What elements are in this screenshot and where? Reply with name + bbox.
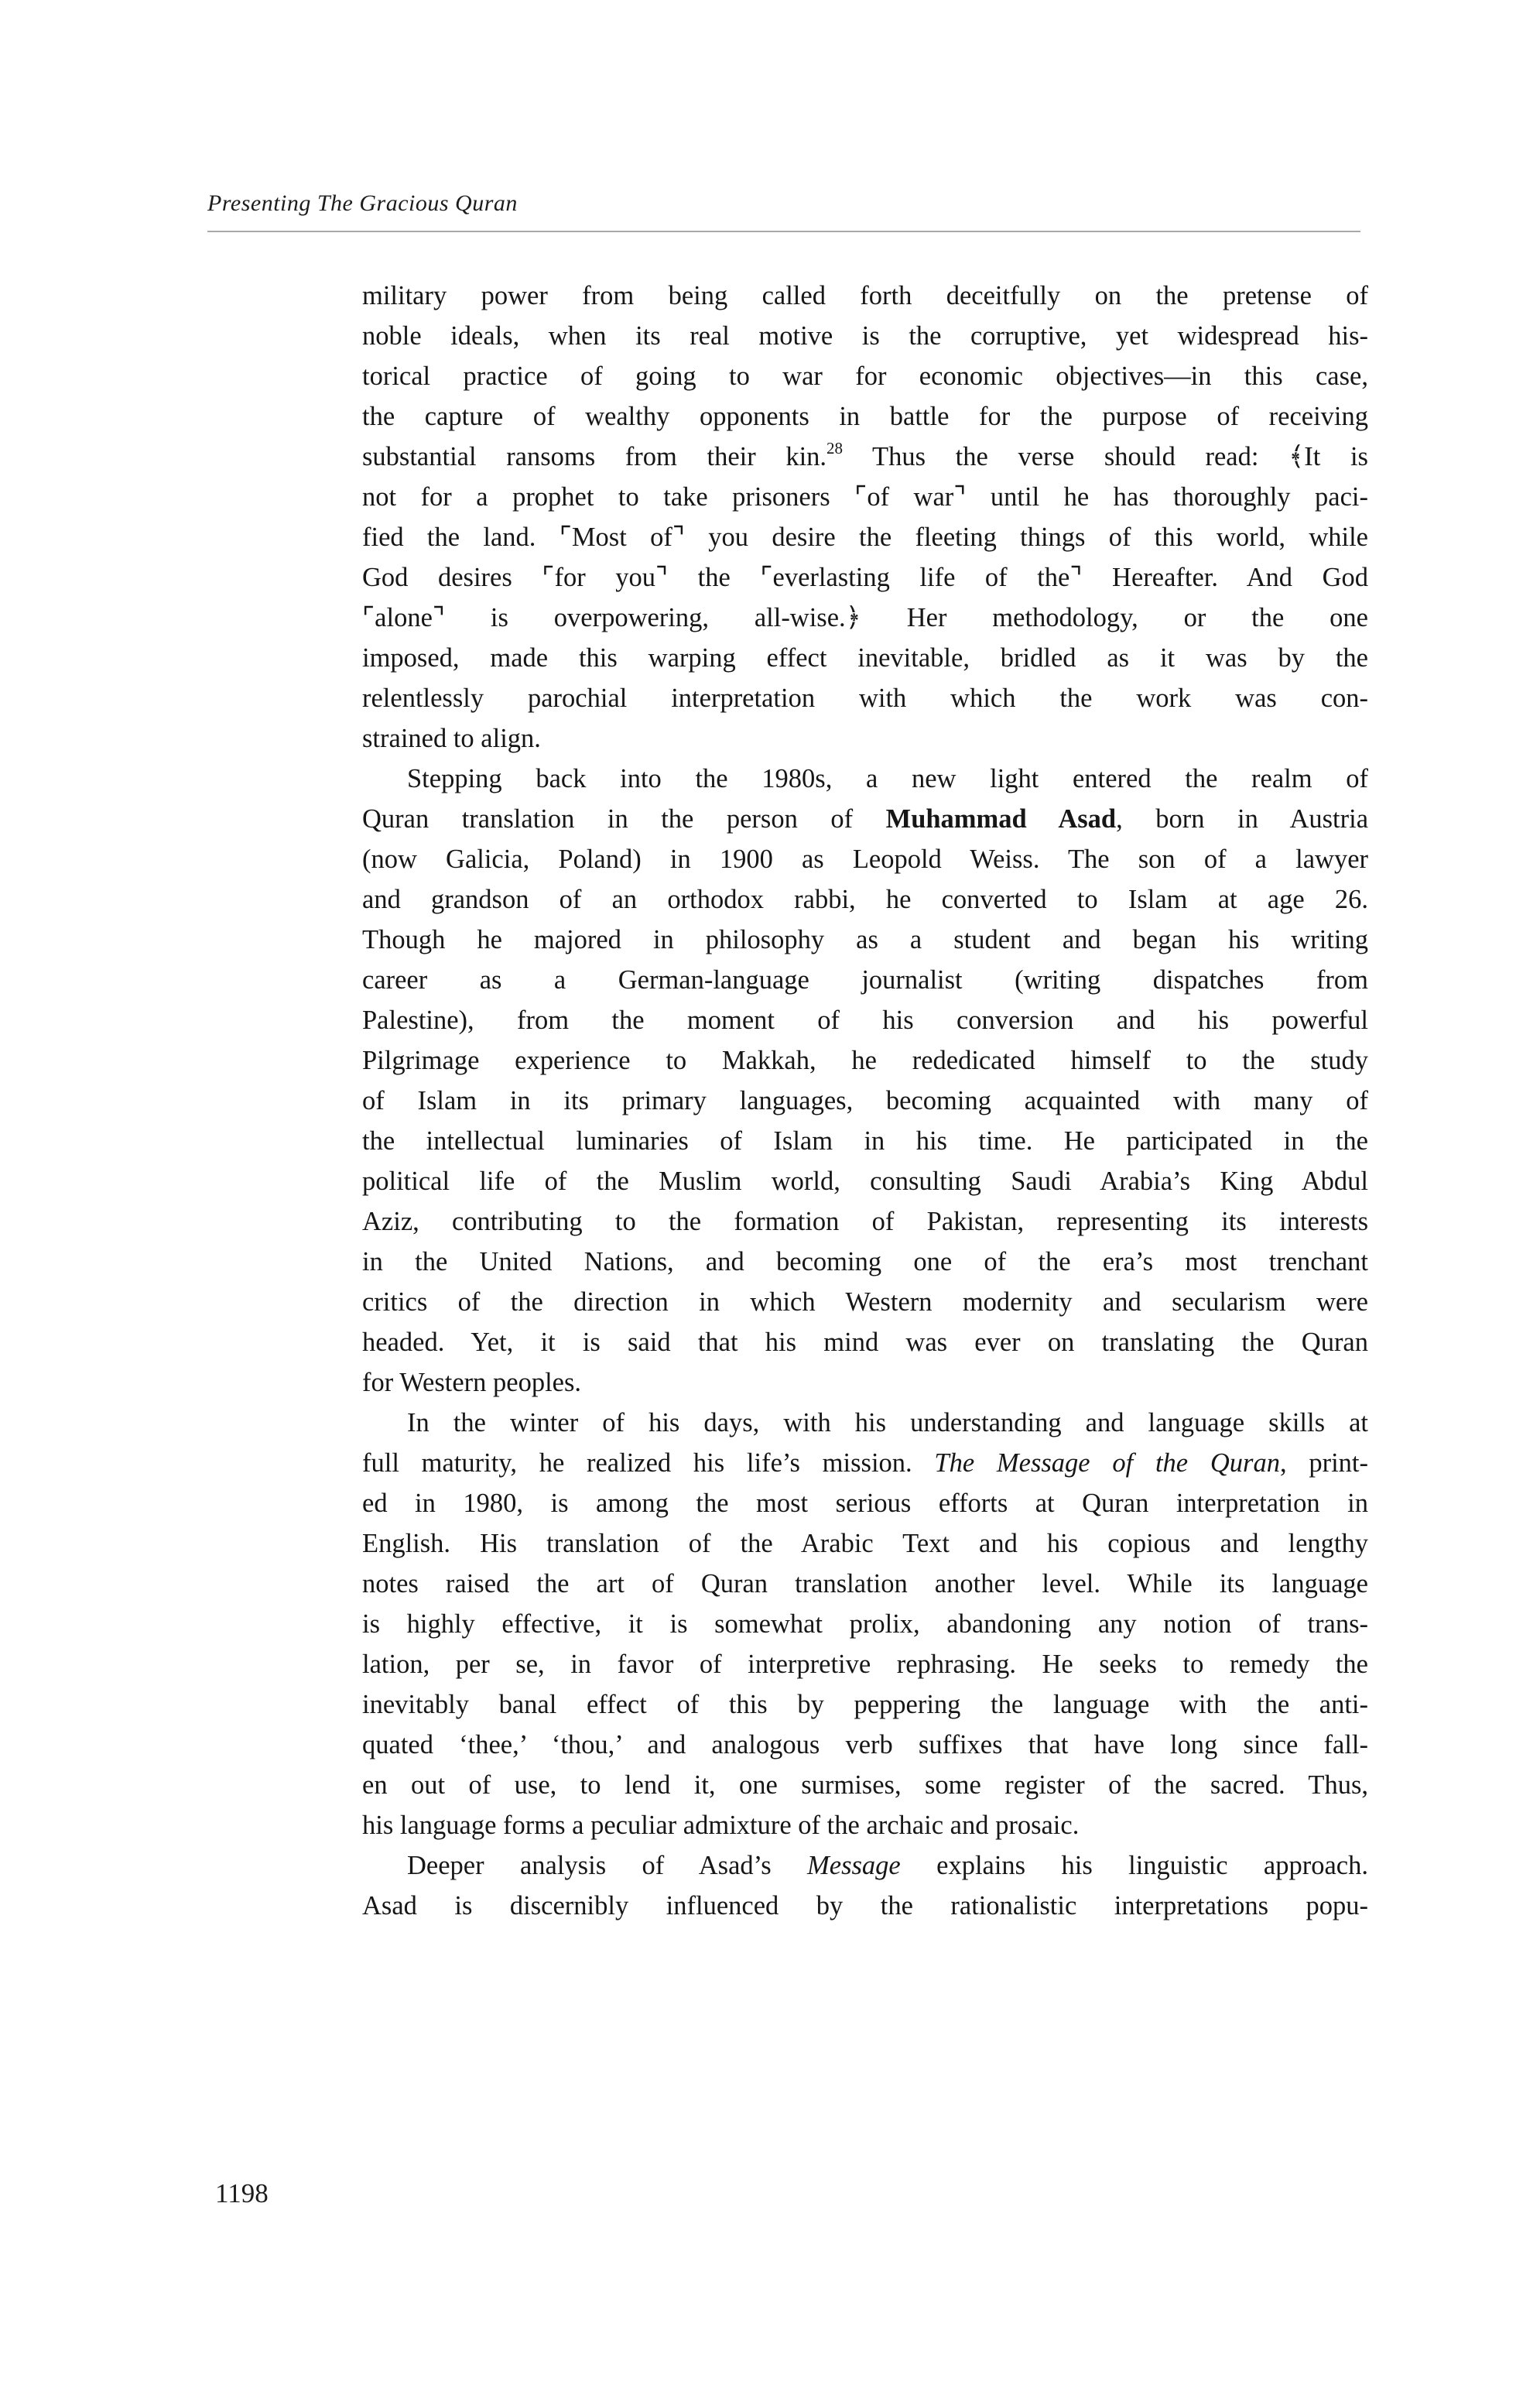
- text-line: in the United Nations, and becoming one of the era’s most trenchant: [362, 1247, 1368, 1276]
- text-line: relentlessly parochial interpretation with which the work was con-: [362, 684, 1368, 713]
- text-line: Though he majored in philosophy as a student and began his writing: [362, 925, 1368, 954]
- book-page: [0, 190, 1540, 2208]
- text-line: not for a prophet to take prisoners ⌜of war⌝ until he has thoroughly paci-: [362, 482, 1368, 512]
- text-line: headed. Yet, it is said that his mind was ever on translating the Quran: [362, 1328, 1368, 1357]
- text-line: ed in 1980, is among the most serious efforts at Quran interpretation in: [362, 1489, 1368, 1518]
- text-line: strained to align.: [362, 724, 541, 753]
- text-line: Stepping back into the 1980s, a new light entered the realm of: [407, 764, 1368, 793]
- text-line: Pilgrimage experience to Makkah, he rededicated himself to the study: [362, 1046, 1368, 1075]
- text-line: lation, per se, in favor of interpretive rephrasing. He seeks to remedy the: [362, 1650, 1368, 1679]
- text-line: the intellectual luminaries of Islam in his time. He participated in the: [362, 1126, 1368, 1156]
- text-line: Quran translation in the person of Muhammad Asad, born in Austria: [362, 804, 1368, 834]
- text-line: Deeper analysis of Asad’s Message explains his linguistic approach.: [407, 1851, 1368, 1880]
- text-line: en out of use, to lend it, one surmises, some register of the sacred. Thus,: [362, 1770, 1368, 1800]
- page-number: 1198: [215, 2178, 269, 2208]
- text-line: critics of the direction in which Western modernity and secularism were: [362, 1287, 1368, 1317]
- text-line: God desires ⌜for you⌝ the ⌜everlasting life of the⌝ Hereafter. And God: [362, 563, 1368, 592]
- running-header: Presenting The Gracious Quran: [207, 190, 518, 216]
- body-text: [362, 276, 1368, 1926]
- emphasized-text: The Message of the Quran: [934, 1448, 1280, 1478]
- text-line: for Western peoples.: [362, 1368, 582, 1397]
- text-line: his language forms a peculiar admixture of the archaic and prosaic.: [362, 1811, 1080, 1840]
- emphasized-text: Muhammad Asad: [885, 804, 1117, 834]
- text-line: imposed, made this warping effect inevitable, bridled as it was by the: [362, 643, 1368, 673]
- text-line: fied the land. ⌜Most of⌝ you desire the fleeting things of this world, while: [362, 523, 1368, 552]
- text-line: noble ideals, when its real motive is the corruptive, yet widespread his-: [362, 321, 1368, 351]
- text-line: the capture of wealthy opponents in battle for the purpose of receiving: [362, 402, 1368, 431]
- text-line: ⌜alone⌝ is overpowering, all-wise.﴿ Her methodology, or the one: [362, 603, 1368, 632]
- text-line: In the winter of his days, with his understanding and language skills at: [407, 1408, 1368, 1437]
- text-line: is highly effective, it is somewhat prolix, abandoning any notion of trans-: [362, 1609, 1368, 1639]
- text-line: substantial ransoms from their kin.$^{28}$ Thus the verse should read: ﴾It is: [362, 439, 1368, 471]
- text-line: career as a German-language journalist (writing dispatches from: [362, 965, 1368, 995]
- text-line: torical practice of going to war for economic objectives—in this case,: [362, 361, 1368, 391]
- text-line: full maturity, he realized his life’s mission. The Message of the Quran, print-: [362, 1448, 1368, 1478]
- header-rule: [207, 190, 1360, 232]
- text-line: of Islam in its primary languages, becoming acquainted with many of: [362, 1086, 1368, 1115]
- text-line: inevitably banal effect of this by peppering the language with the anti-: [362, 1690, 1368, 1719]
- text-line: Aziz, contributing to the formation of Pakistan, representing its interests: [362, 1207, 1368, 1236]
- text-line: Asad is discernibly influenced by the rationalistic interpretations popu-: [362, 1891, 1368, 1920]
- text-line: English. His translation of the Arabic Text and his copious and lengthy: [362, 1529, 1368, 1558]
- text-line: quated ‘thee,’ ‘thou,’ and analogous verb suffixes that have long since fall-: [362, 1730, 1368, 1759]
- text-line: and grandson of an orthodox rabbi, he converted to Islam at age 26.: [362, 885, 1368, 914]
- footnote-reference: 28: [826, 439, 844, 457]
- text-line: notes raised the art of Quran translation another level. While its language: [362, 1569, 1368, 1598]
- text-line: (now Galicia, Poland) in 1900 as Leopold Weiss. The son of a lawyer: [362, 845, 1368, 874]
- text-line: Palestine), from the moment of his conversion and his powerful: [362, 1006, 1368, 1035]
- text-line: military power from being called forth deceitfully on the pretense of: [362, 281, 1368, 310]
- text-line: political life of the Muslim world, consulting Saudi Arabia’s King Abdul: [362, 1167, 1368, 1196]
- emphasized-text: Message: [807, 1851, 901, 1880]
